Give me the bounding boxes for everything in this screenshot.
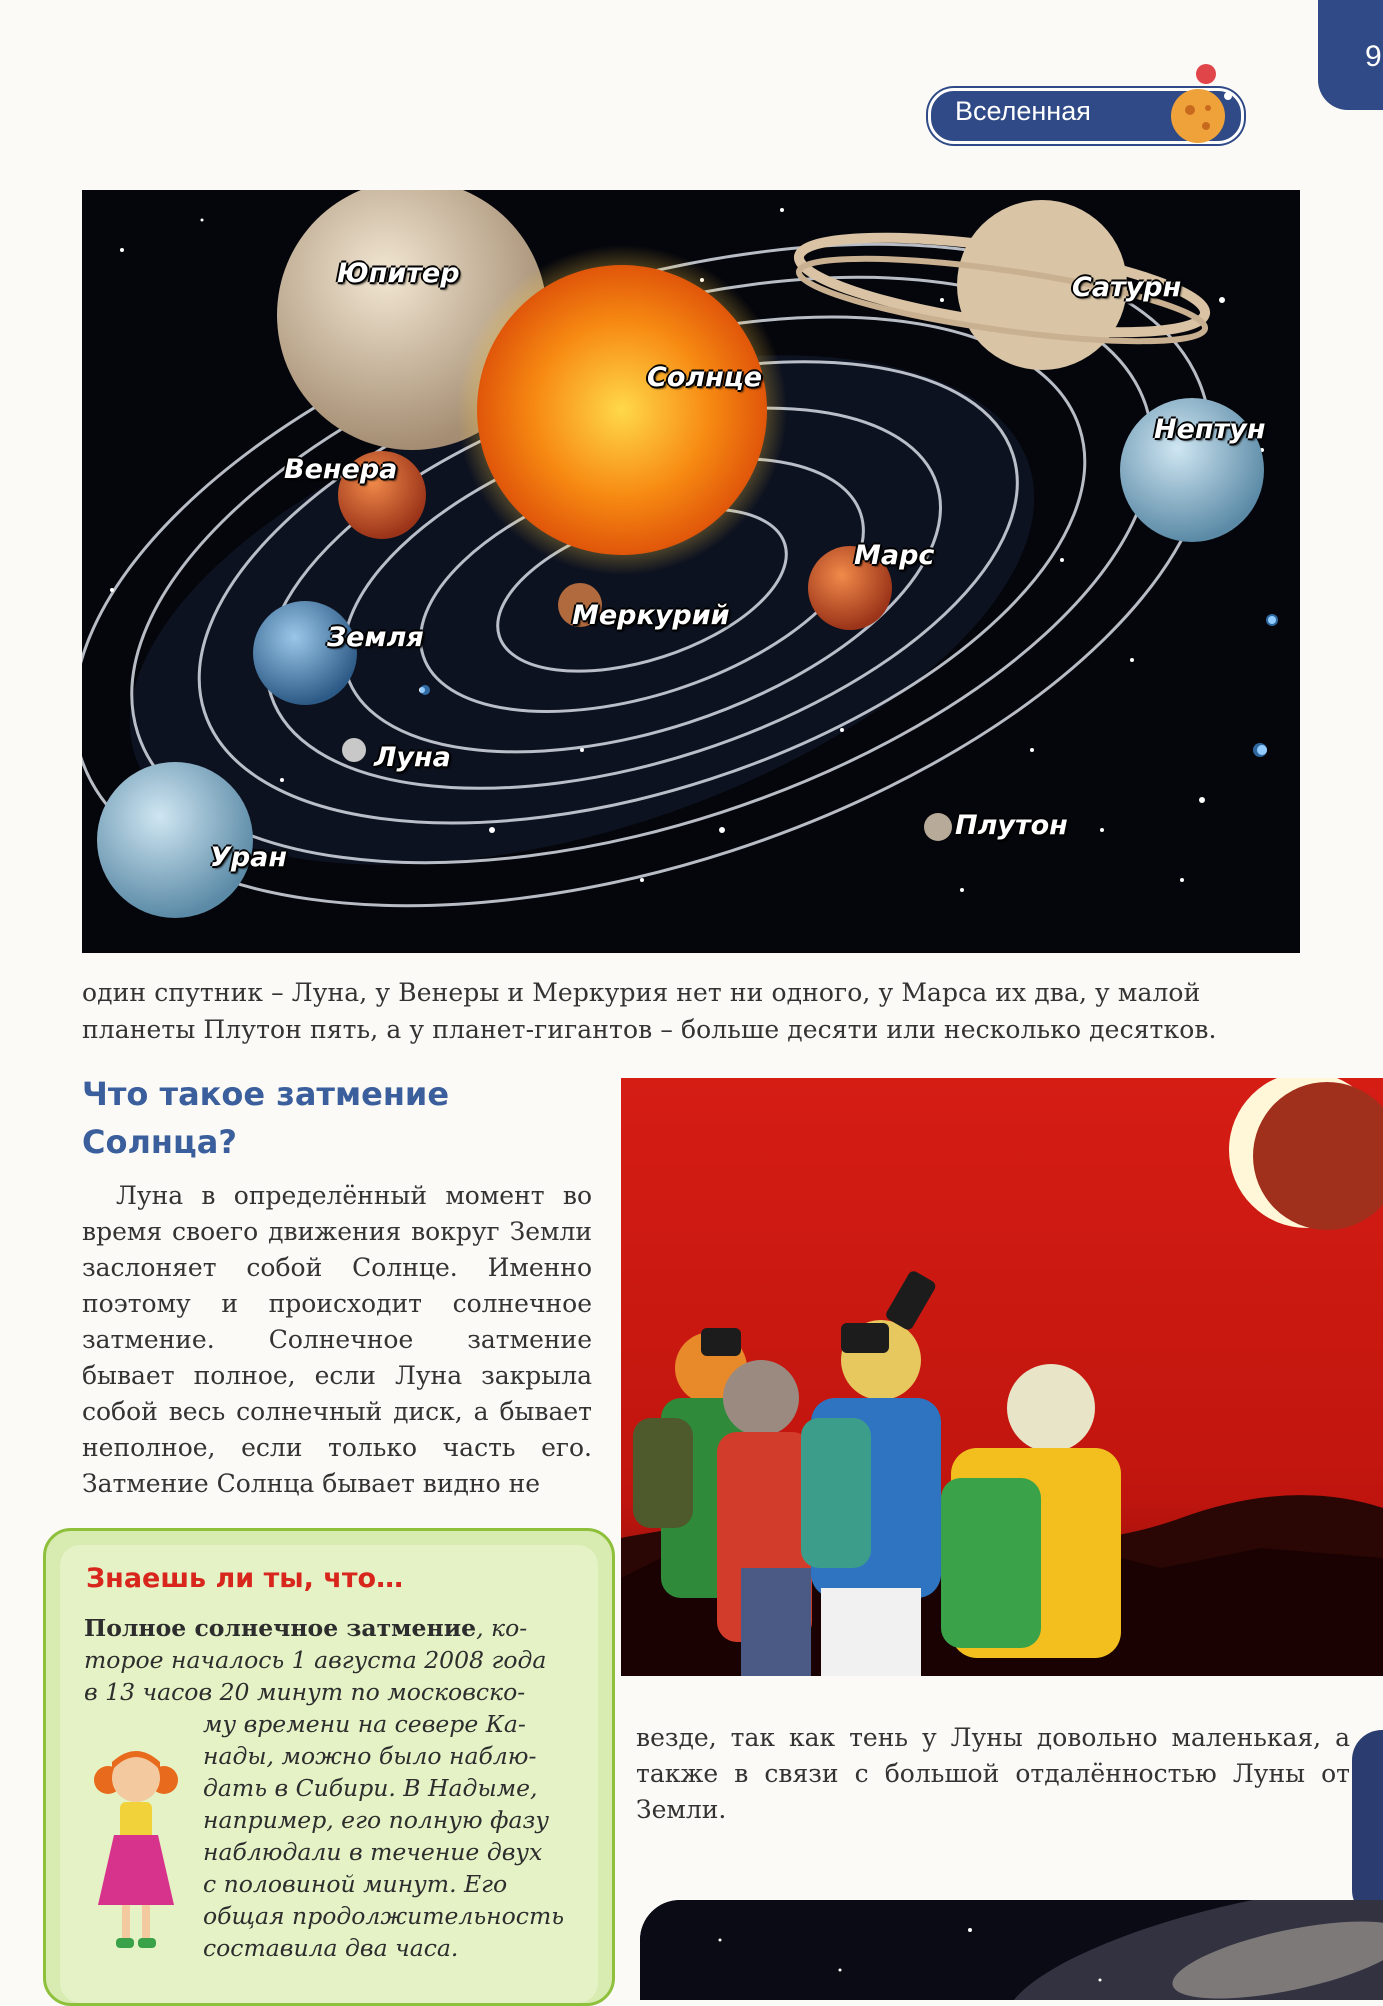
label-neptune: Нептун [1154,414,1266,445]
label-moon: Луна [374,742,451,773]
fact-line: например, его полную фазу [203,1806,549,1834]
galaxy-image [640,1900,1383,2000]
intro-line-2: планеты Плутон пять, а у планет-гигантов – больше десяти или несколько десятков. [82,1015,1217,1044]
fact-line: нады, можно было наблю- [203,1742,537,1770]
label-earth: Земля [327,622,424,653]
girl-illustration [86,1740,186,1960]
label-saturn: Сатурн [1072,272,1182,303]
fact-bold-lead: Полное солнечное затмение [84,1614,477,1642]
label-mars: Марс [854,540,935,571]
label-mercury: Меркурий [572,600,730,631]
fact-line-lead [84,1614,527,1642]
fact-line: с половиной минут. Его [203,1870,508,1898]
fact-line: му времени на севере Ка- [203,1710,526,1738]
label-sun: Солнце [647,362,763,393]
fact-line: наблюдали в течение двух [203,1838,543,1866]
section-label: Вселенная [955,96,1091,126]
eclipse-illustration [621,1078,1383,1676]
label-uranus: Уран [210,842,288,873]
page-number: 9 [1365,40,1382,73]
label-jupiter: Юпитер [337,258,460,289]
label-venus: Венера [284,454,398,485]
fact-box-title: Знаешь ли ты, что… [86,1563,404,1594]
fact-line: в 13 часов 20 минут по московско- [84,1678,526,1706]
galaxy-drawing [640,1900,1383,2000]
eclipse-paragraph-text: Луна в определённый момент во время своего движения вокруг Земли заслоняет собой Солнце. Именно поэтому и происходит солнечное затмение. Солнечное затмение бывает полное, если Луна закрыла собой весь солнечный диск, а бывает неполное, если только часть его. Затмение Солнца бывает видно не [82,1181,592,1498]
intro-line-1: один спутник – Луна, у Венеры и Меркурия нет ни одного, у Марса их два, у малой [82,978,1201,1007]
solar-system-drawing [82,190,1300,953]
planet-icon [1148,60,1248,150]
heading-line-2: Солнца? [82,1123,237,1161]
page-fold-decoration [1352,1730,1383,1920]
eclipse-drawing [621,1078,1383,1676]
fact-line: , ко- [476,1614,528,1642]
fact-line: составила два часа. [203,1934,459,1962]
label-pluto: Плутон [955,810,1068,841]
section-heading [82,1070,449,1166]
solar-system-illustration [82,190,1300,953]
fact-line: дать в Сибири. В Надыме, [203,1774,538,1802]
fact-line: общая продолжительность [203,1902,565,1930]
eclipse-paragraph [82,1178,592,1502]
continuation-paragraph: везде, так как тень у Луны довольно маленькая, а также в связи с большой отдалённостью Луны от Земли. [636,1723,1350,1824]
fact-line: торое началось 1 августа 2008 года [84,1646,547,1674]
heading-line-1: Что такое затмение [82,1075,450,1113]
